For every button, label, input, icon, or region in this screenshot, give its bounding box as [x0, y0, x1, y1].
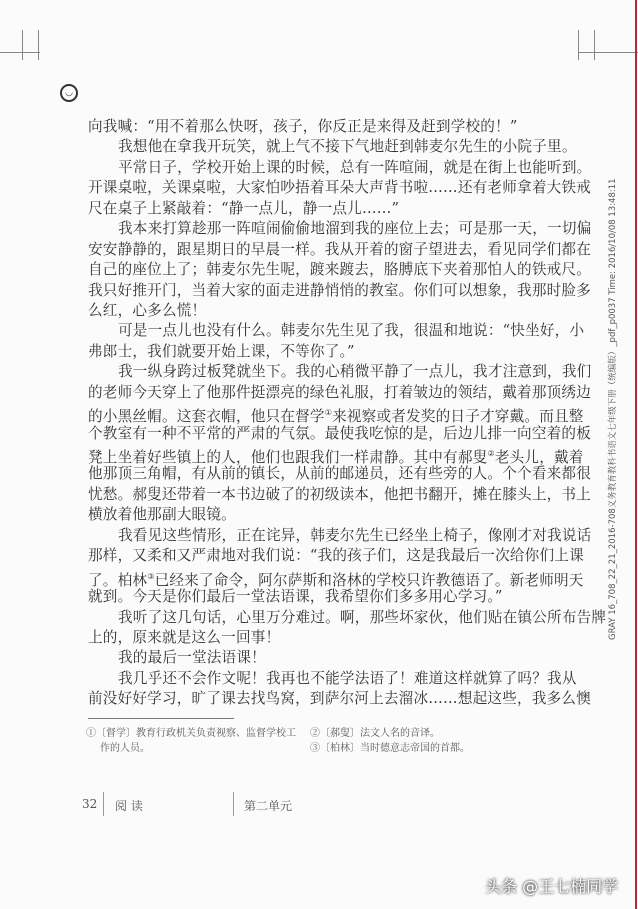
footnote-1-cont: 作的人员。	[100, 743, 150, 754]
text-line: 安安静静的，跟星期日的早晨一样。我从开着的窗子望进去，看见同学们都在	[88, 240, 591, 258]
crop-mark	[594, 30, 595, 60]
crop-mark	[0, 52, 40, 53]
smiley-icon: ◡	[60, 84, 78, 102]
footnote-divider	[88, 718, 234, 719]
text-segment: 凳上坐着好些镇上的人，他们也跟我们一样肃静。其中有郝叟	[88, 448, 488, 466]
footnote-3: ③〔柏林〕当时德意志帝国的首都。	[310, 743, 470, 754]
footer-divider	[233, 792, 234, 816]
crop-mark	[578, 52, 638, 53]
text-line	[88, 444, 584, 466]
text-line: 可是一点儿也没有什么。韩麦尔先生见了我，很温和地说：“快坐好，小	[118, 322, 585, 340]
text-segment: 来视察或者发奖的日子才穿戴。而且整	[332, 407, 584, 425]
crop-mark	[38, 30, 39, 60]
text-segment: 的小黑丝帽。这套衣帽，他只在督学	[88, 407, 325, 425]
text-segment: 已经来了命令，阿尔萨斯和洛林的学校只许教德语了。新老师明天	[154, 571, 584, 589]
page-number: 32	[82, 797, 98, 811]
text-line: 向我喊：“用不着那么快呀，孩子，你反正是来得及赶到学校的！”	[88, 118, 518, 135]
footer-unit: 第二单元	[244, 799, 293, 813]
text-line: 忧愁。郝叟还带着一本书边破了的初级读本，他把书翻开，摊在膝头上，书上	[88, 485, 591, 503]
text-line: 那样，又柔和又严肃地对我们说：“我的孩子们，这是我最后一次给你们上课	[88, 547, 584, 565]
print-metadata	[606, 178, 618, 640]
text-line: 我几乎还不会作文呢！我再也不能学法语了！难道这样就算了吗？我从	[118, 669, 577, 687]
text-line: 么红，心多么慌！	[88, 301, 207, 319]
text-line: 我听了这几句话，心里万分难过。啊，那些坏家伙，他们贴在镇公所布告牌	[118, 608, 607, 626]
text-line: 我本来打算趁那一阵喧闹偷偷地溜到我的座位上去；可是那一天，一切偏	[118, 220, 592, 238]
text-line: 横放着他那副大眼镜。	[88, 506, 236, 524]
text-line: 自己的座位上了；韩麦尔先生呢，踱来踱去，胳膊底下夹着那怕人的铁戒尺。	[88, 261, 591, 279]
footnote-mark: ③	[147, 571, 155, 581]
crop-mark	[578, 30, 579, 60]
text-line: 个教室有一种不平常的严肃的气氛。最使我吃惊的是，后边儿排一向空着的板	[88, 424, 591, 442]
text-segment: 老头儿，戴着	[494, 448, 584, 466]
print-mode: GRAY	[608, 617, 618, 640]
text-line: 他那顶三角帽，有从前的镇长，从前的邮递员，还有些旁的人。个个看来都很	[88, 465, 591, 483]
crop-mark	[22, 30, 23, 60]
text-line: 我的最后一堂法语课！	[118, 649, 266, 667]
footnote-mark: ②	[487, 449, 495, 458]
text-line: 就到。今天是你们最后一堂法语课，我希望你们多多用心学习。”	[88, 588, 503, 606]
watermark: 头条 @王七楠同学	[485, 877, 619, 896]
text-line: 的老师今天穿上了他那件挺漂亮的绿色礼服，打着皱边的领结，戴着那顶绣边	[88, 383, 591, 401]
text-line: 平常日子，学校开始上课的时候，总有一阵喧闹，就是在街上也能听到。	[118, 158, 592, 176]
text-line	[88, 403, 584, 425]
footnote-mark: ①	[324, 408, 333, 418]
text-line: 我看见这些情形，正在诧异，韩麦尔先生已经坐上椅子，像刚才对我说话	[118, 526, 592, 544]
text-line: 我一纵身跨过板凳就坐下。我的心稍微平静了一点儿，我才注意到，我们	[118, 363, 592, 381]
text-line: 开课桌啦，关课桌啦，大家怕吵捂着耳朵大声背书啦……还有老师拿着大铁戒	[88, 179, 591, 197]
print-info: 16_708_22_21_2016-708义务教育教科书语文七年级下册（统编版）_pdf_p0037 Time: 2016/10/08 13:48:11	[608, 178, 618, 615]
body-text	[88, 117, 607, 710]
text-line: 弗郎士，我们就要开始上课，不等你了。”	[88, 342, 355, 360]
text-segment: 了。柏林	[88, 571, 148, 589]
footer-section: 阅 读	[115, 799, 143, 813]
footer-divider	[103, 792, 104, 816]
footnote-1: ①〔督学〕教育行政机关负责视察、监督学校工	[86, 728, 296, 739]
text-line: 我想他在拿我开玩笑，就上气不接下气地赶到韩麦尔先生的小院子里。	[118, 138, 577, 156]
page-edge-line	[635, 0, 637, 909]
text-line: 尺在桌子上紧敲着：“静一点儿，静一点儿……”	[88, 199, 400, 217]
text-line: 前没好好学习，旷了课去找鸟窝，到萨尔河上去溜冰……想起这些，我多么懊	[88, 690, 591, 708]
footnote-2: ②〔郝叟〕法文人名的音译。	[310, 728, 440, 739]
text-line: 上的，原来就是这么一回事！	[88, 628, 281, 646]
text-line	[88, 567, 584, 589]
text-line: 我只好推开门，当着大家的面走进静悄悄的教室。你们可以想象，我那时脸多	[88, 281, 591, 299]
